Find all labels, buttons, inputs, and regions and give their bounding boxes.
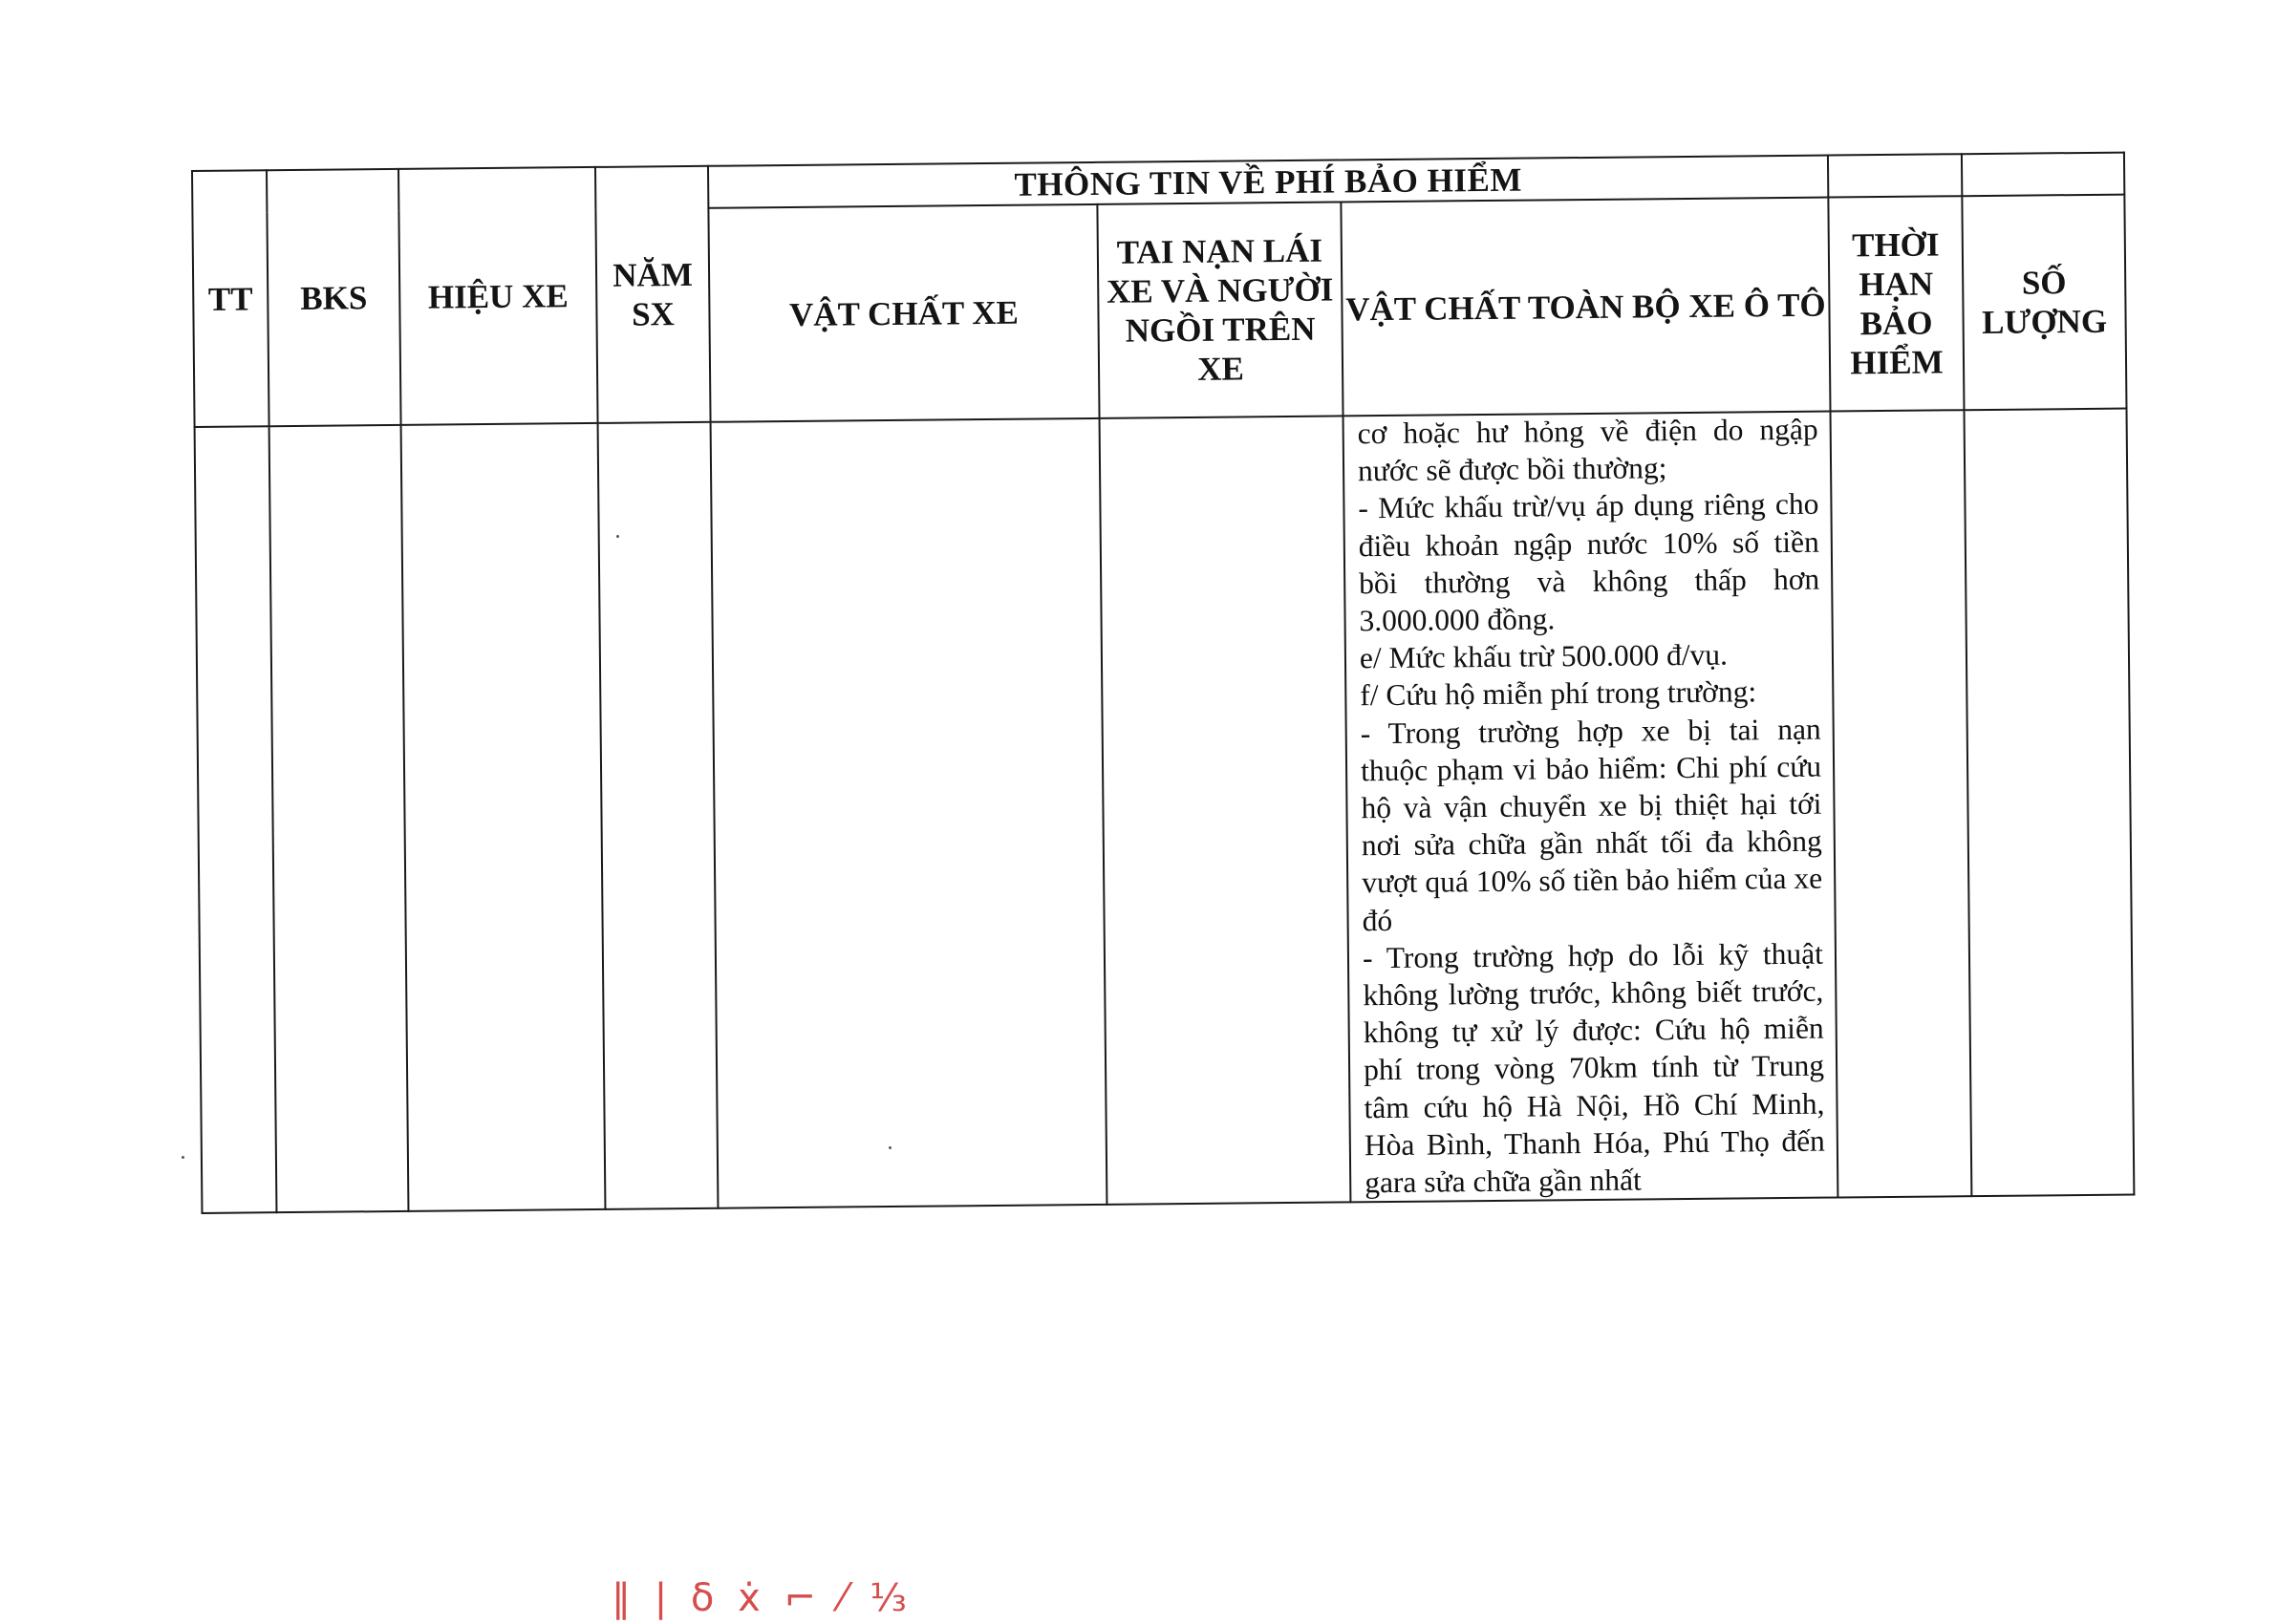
header-blank-top-2 [1962,153,2124,197]
cell-vat-chat-toan-bo [1343,412,1838,1203]
cell-so-luong [1964,409,2134,1197]
header-tai-nan: TAI NẠN LÁI XE VÀ NGƯỜI NGỒI TRÊN XE [1097,202,1343,417]
header-bks: BKS [267,169,401,426]
cell-tai-nan [1100,416,1351,1205]
terms-paragraph: - Trong trường hợp do lỗi kỹ thuật không lường trước, không biết trước, không tự xử lý được: Cứu hộ miễn phí trong vòng 70km tính từ Trung tâm cứu hộ Hà Nội, Hồ Chí Minh, Hòa Bình, Thanh Hóa, Phú Thọ đến gara sửa chữa gần nhất [1362,936,1825,1200]
header-group-insurance-info: THÔNG TIN VỀ PHÍ BẢO HIỂM [708,156,1828,208]
document-page [191,152,2135,1215]
header-thoi-han: THỜI HẠN BẢO HIỂM [1828,196,1964,411]
table-row [195,409,2135,1214]
header-blank-top-1 [1828,154,1962,197]
header-so-luong: SỐ LƯỢNG [1962,195,2126,411]
terms-paragraph: e/ Mức khấu trừ 500.000 đ/vụ. [1359,637,1729,675]
header-vat-chat-xe: VẬT CHẤT XE [708,204,1099,422]
terms-paragraph: - Mức khấu trừ/vụ áp dụng riêng cho điều khoản ngập nước 10% số tiền bồi thường và không thấp hơn 3.000.000 đồng. [1358,487,1820,638]
terms-paragraph: - Trong trường hợp xe bị tai nạn thuộc phạm vi bảo hiểm: Chi phí cứu hộ và vận chuyển xe bị thiệt hại tới nơi sửa chữa gần nhất tối đa không vượt quá 10% số tiền bảo hiểm của xe đó [1360,712,1823,937]
header-vat-chat-toan-bo: VẬT CHẤT TOÀN BỘ XE Ô TÔ [1341,198,1830,417]
header-nam-sx: NĂM SX [595,166,711,423]
header-tt: TT [192,170,269,427]
header-hieu-xe: HIỆU XE [398,167,598,425]
cell-vat-chat-xe [711,418,1107,1208]
scan-speck [182,1156,184,1159]
terms-paragraph: f/ Cứu hộ miễn phí trong trường: [1360,674,1757,713]
cell-tt [195,426,277,1213]
cell-thoi-han [1831,410,1972,1198]
cell-bks [269,425,409,1213]
terms-paragraph: cơ hoặc hư hỏng về điện do ngập nước sẽ được bồi thường; [1357,412,1818,488]
scan-speck [889,1146,892,1149]
red-stamp-mark: ‖ | δ ẋ ⌐ ⁄ ⅓ [612,1576,913,1620]
insurance-fee-table [191,152,2135,1215]
coverage-terms-text [1344,411,1837,1202]
cell-hieu-xe [401,423,606,1211]
cell-nam-sx [598,422,719,1209]
scan-speck [616,535,619,538]
